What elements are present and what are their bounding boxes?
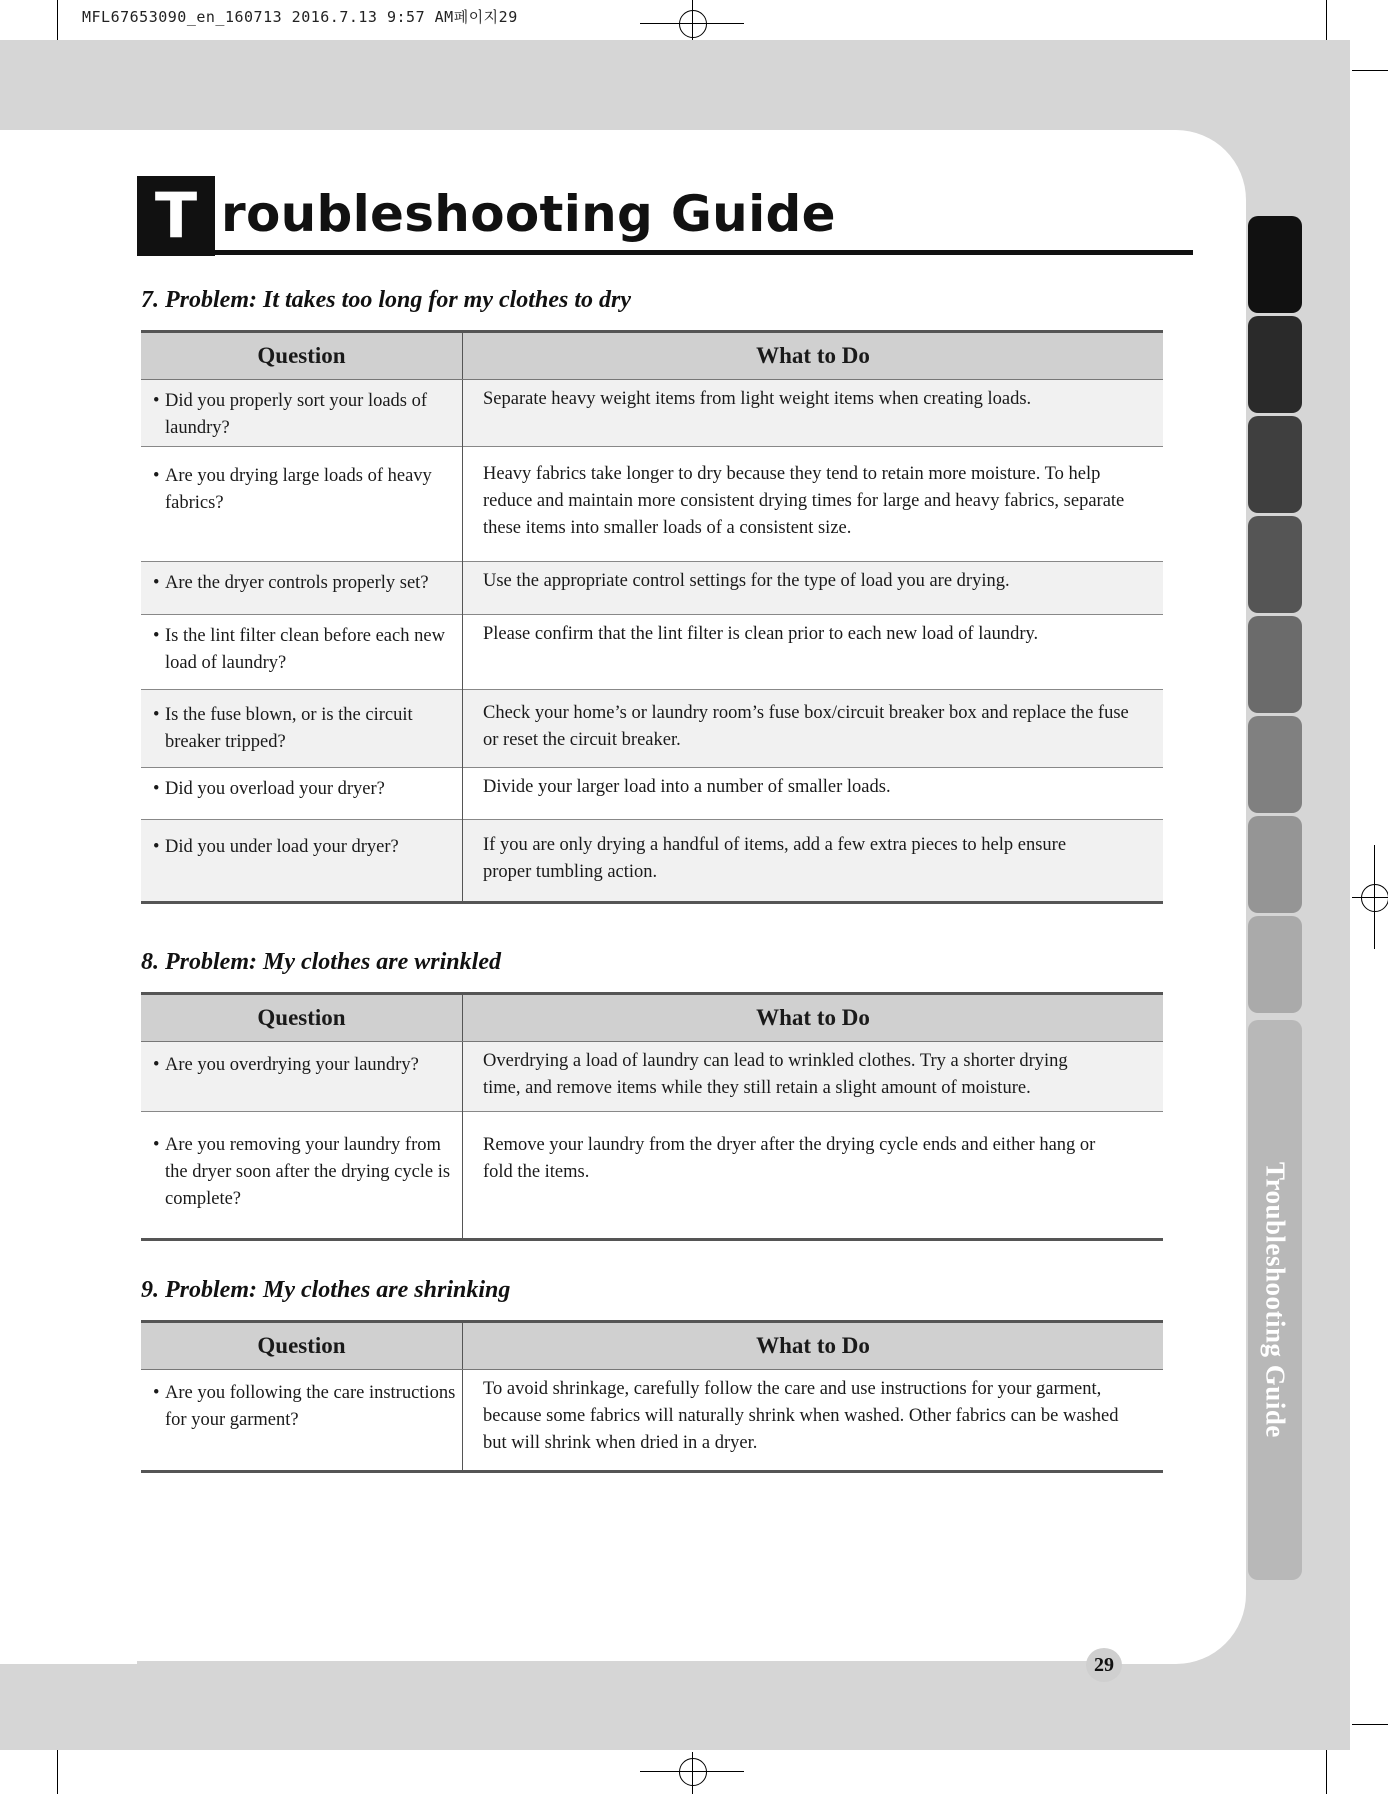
side-tab-6[interactable] <box>1248 716 1302 813</box>
bullet: • <box>153 837 160 857</box>
section-heading: 9. Problem: My clothes are shrinking <box>141 1277 511 1303</box>
question-text: Did you under load your dryer? <box>165 837 399 857</box>
section-heading: 7. Problem: It takes too long for my clothes to dry <box>141 287 631 313</box>
bullet: • <box>153 705 160 725</box>
answer-text: Heavy fabrics take longer to dry because they tend to retain more moisture. To help reduce and maintain more consistent drying times for large and heavy fabrics, separate these items into smaller loads of a consistent size. <box>483 464 1125 538</box>
table-row <box>141 1370 1163 1472</box>
side-tab-label <box>1248 1020 1302 1580</box>
question-text: Did you overload your dryer? <box>165 779 385 799</box>
table-row <box>141 1112 1163 1240</box>
section-heading: 8. Problem: My clothes are wrinkled <box>141 949 501 975</box>
question-text: Are you overdrying your laundry? <box>165 1055 419 1075</box>
column-header-question: Question <box>141 1322 463 1370</box>
bullet: • <box>153 1055 160 1075</box>
problem-section-9 <box>141 1274 1163 1473</box>
column-header-answer: What to Do <box>463 994 1164 1042</box>
question-text: Is the lint filter clean before each new load of laundry? <box>165 626 445 673</box>
registration-mark <box>679 1758 707 1786</box>
question-text: Are you drying large loads of heavy fabrics? <box>165 466 432 513</box>
bullet: • <box>153 573 160 593</box>
troubleshooting-table <box>141 1320 1163 1473</box>
side-tab-7[interactable] <box>1248 816 1302 913</box>
column-header-answer: What to Do <box>463 1322 1164 1370</box>
problem-section-8 <box>141 946 1163 1241</box>
table-row <box>141 447 1163 562</box>
table-row <box>141 1042 1163 1112</box>
column-header-question: Question <box>141 332 463 380</box>
bullet: • <box>153 779 160 799</box>
crop-mark <box>1326 1746 1327 1794</box>
registration-mark <box>679 10 707 38</box>
side-tab-8[interactable] <box>1248 916 1302 1013</box>
table-row <box>141 562 1163 615</box>
side-tab-2[interactable] <box>1248 316 1302 413</box>
footer-rule <box>137 1661 1097 1667</box>
print-header: MFL67653090_en_160713 2016.7.13 9:57 AM페이지29 <box>82 8 518 26</box>
crop-mark <box>1352 70 1388 71</box>
question-text: Are the dryer controls properly set? <box>165 573 429 593</box>
title-underline <box>215 250 1193 255</box>
page-title <box>137 176 1193 256</box>
table-row <box>141 820 1163 903</box>
title-initial: T <box>137 176 215 256</box>
side-tab-3[interactable] <box>1248 416 1302 513</box>
question-text: Are you following the care instructions for your garment? <box>165 1383 456 1430</box>
answer-text: Remove your laundry from the dryer after the drying cycle ends and either hang or fold the items. <box>483 1135 1096 1182</box>
bullet: • <box>153 466 160 486</box>
answer-text: Separate heavy weight items from light weight items when creating loads. <box>483 389 1032 409</box>
title-text: roubleshooting Guide <box>221 185 836 243</box>
answer-text: To avoid shrinkage, carefully follow the care and use instructions for your garment, because some fabrics will naturally shrink when washed. Other fabrics can be washed but will shrink when dried in a dryer. <box>483 1379 1119 1453</box>
answer-text: Overdrying a load of laundry can lead to wrinkled clothes. Try a shorter drying time, and remove items while they still retain a slight amount of moisture. <box>483 1051 1068 1098</box>
answer-text: Divide your larger load into a number of smaller loads. <box>483 777 891 797</box>
side-tab-5[interactable] <box>1248 616 1302 713</box>
page-number: 29 <box>1086 1648 1122 1682</box>
troubleshooting-table <box>141 330 1163 904</box>
page-corner-block <box>1148 1664 1350 1750</box>
side-tab-1[interactable] <box>1248 216 1302 313</box>
table-row <box>141 690 1163 768</box>
side-tab-text: Troubleshooting Guide <box>1260 1162 1291 1438</box>
bullet: • <box>153 626 160 646</box>
table-row <box>141 380 1163 447</box>
question-text: Is the fuse blown, or is the circuit breaker tripped? <box>165 705 413 752</box>
bullet: • <box>153 1135 160 1155</box>
question-text: Did you properly sort your loads of laundry? <box>165 391 428 438</box>
column-header-question: Question <box>141 994 463 1042</box>
troubleshooting-table <box>141 992 1163 1241</box>
answer-text: Please confirm that the lint filter is clean prior to each new load of laundry. <box>483 624 1039 644</box>
bullet: • <box>153 1383 160 1403</box>
answer-text: If you are only drying a handful of items, add a few extra pieces to help ensure proper tumbling action. <box>483 835 1067 882</box>
question-text: Are you removing your laundry from the dryer soon after the drying cycle is complete? <box>165 1135 451 1209</box>
answer-text: Use the appropriate control settings for the type of load you are drying. <box>483 571 1010 591</box>
crop-mark <box>1352 1724 1388 1725</box>
crop-mark <box>57 1746 58 1794</box>
bullet: • <box>153 391 160 411</box>
problem-section-7 <box>141 284 1163 904</box>
answer-text: Check your home’s or laundry room’s fuse box/circuit breaker box and replace the fuse or reset the circuit breaker. <box>483 703 1129 750</box>
table-row <box>141 615 1163 690</box>
table-row <box>141 768 1163 820</box>
column-header-answer: What to Do <box>463 332 1164 380</box>
registration-mark <box>1361 884 1388 912</box>
side-tab-4[interactable] <box>1248 516 1302 613</box>
